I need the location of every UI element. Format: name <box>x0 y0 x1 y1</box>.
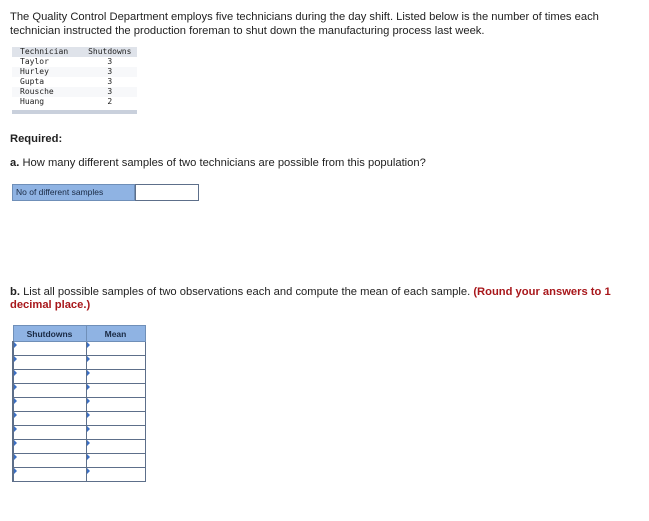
header-technician: Technician <box>12 47 83 57</box>
table-row <box>13 412 145 426</box>
input-marker-icon <box>87 398 90 404</box>
question-a-text: How many different samples of two technicians are possible from this population? <box>22 157 426 169</box>
samples-count-label: No of different samples <box>12 184 135 201</box>
table-row <box>13 468 145 482</box>
technician-name: Taylor <box>20 57 49 66</box>
problem-intro: The Quality Control Department employs five technicians during the day shift. Listed below is the number of times each technician instructed the production foreman to shut down the manufacturing process last week. <box>10 11 599 37</box>
input-marker-icon <box>14 356 17 362</box>
input-marker-icon <box>14 342 17 348</box>
mean-input[interactable] <box>86 454 145 468</box>
input-marker-icon <box>87 356 90 362</box>
question-b-prefix: b. <box>10 286 20 298</box>
technician-shutdowns: 3 <box>107 77 113 86</box>
shutdowns-input[interactable] <box>13 356 86 370</box>
column-mean: Mean <box>86 326 145 342</box>
input-marker-icon <box>87 384 90 390</box>
technician-name: Gupta <box>20 77 45 86</box>
shutdowns-input[interactable] <box>13 370 86 384</box>
table-row <box>13 384 145 398</box>
table-row <box>13 342 145 356</box>
data-table <box>12 47 137 107</box>
shutdowns-input[interactable] <box>13 440 86 454</box>
question-a-prefix: a. <box>10 157 20 169</box>
samples-count-input[interactable] <box>135 184 199 201</box>
shutdowns-input[interactable] <box>13 454 86 468</box>
shutdowns-input[interactable] <box>13 412 86 426</box>
technician-shutdowns: 2 <box>107 97 113 106</box>
input-marker-icon <box>14 440 17 446</box>
input-marker-icon <box>14 426 17 432</box>
shutdowns-input[interactable] <box>13 342 86 356</box>
input-marker-icon <box>14 412 17 418</box>
table-row <box>13 454 145 468</box>
mean-input[interactable] <box>86 468 145 482</box>
header-shutdowns: Shutdowns <box>83 47 137 57</box>
shutdowns-input[interactable] <box>13 468 86 482</box>
shutdowns-input[interactable] <box>13 426 86 440</box>
technician-data-table <box>12 47 137 114</box>
input-marker-icon <box>87 342 90 348</box>
table-row <box>13 398 145 412</box>
input-marker-icon <box>87 426 90 432</box>
input-marker-icon <box>14 454 17 460</box>
technician-name: Rousche <box>12 87 83 97</box>
question-b-text: List all possible samples of two observations each and compute the mean of each sample. <box>23 286 471 298</box>
technician-name: Hurley <box>12 67 83 77</box>
mean-input[interactable] <box>86 440 145 454</box>
table-row <box>13 440 145 454</box>
rounding-instruction: (Round your answers to 1 decimal place.) <box>10 286 611 311</box>
mean-input[interactable] <box>86 356 145 370</box>
input-marker-icon <box>87 454 90 460</box>
samples-answer-table <box>12 325 146 482</box>
table-footer-bar <box>12 110 137 114</box>
question-b <box>10 286 635 311</box>
table-row <box>13 426 145 440</box>
mean-input[interactable] <box>86 384 145 398</box>
mean-input[interactable] <box>86 342 145 356</box>
technician-shutdowns: 3 <box>83 67 137 77</box>
table-row <box>13 356 145 370</box>
mean-input[interactable] <box>86 412 145 426</box>
input-marker-icon <box>87 412 90 418</box>
technician-shutdowns: 3 <box>107 57 113 66</box>
mean-input[interactable] <box>86 370 145 384</box>
table-row <box>13 370 145 384</box>
input-marker-icon <box>14 468 17 474</box>
mean-input[interactable] <box>86 398 145 412</box>
input-marker-icon <box>14 384 17 390</box>
answer-a-row <box>12 184 199 201</box>
input-marker-icon <box>87 440 90 446</box>
mean-input[interactable] <box>86 426 145 440</box>
input-marker-icon <box>87 370 90 376</box>
input-marker-icon <box>14 370 17 376</box>
question-a <box>10 157 426 169</box>
input-marker-icon <box>14 398 17 404</box>
technician-name: Huang <box>20 97 45 106</box>
technician-shutdowns: 3 <box>83 87 137 97</box>
shutdowns-input[interactable] <box>13 384 86 398</box>
column-shutdowns: Shutdowns <box>13 326 86 342</box>
input-marker-icon <box>87 468 90 474</box>
shutdowns-input[interactable] <box>13 398 86 412</box>
required-heading: Required: <box>10 133 63 145</box>
